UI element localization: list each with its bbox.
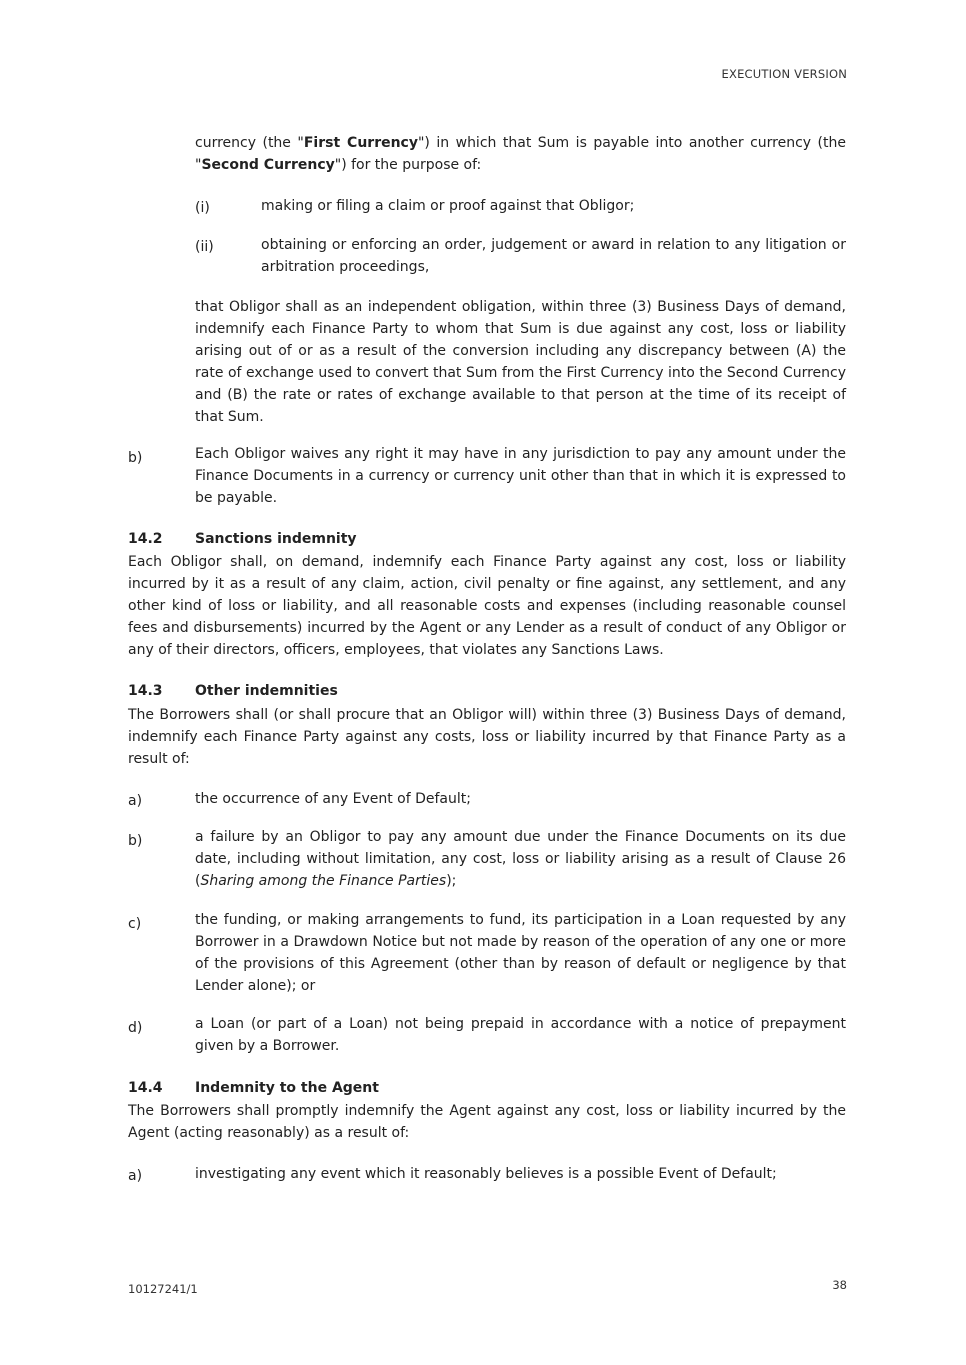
list-item [195, 788, 846, 810]
list-label: a) [128, 793, 143, 809]
sub-item [261, 234, 846, 278]
sub-item-text: obtaining or enforcing an order, judgement or award in relation to any litigation or arbitration proceedings, [261, 237, 846, 275]
list-item [195, 909, 846, 997]
list-item [195, 1163, 846, 1185]
list-item-text: the funding, or making arrangements to fund, its participation in a Loan requested by any Borrower in a Drawdown Notice but not made by reason of the operation of any one or more of the provisions of this Agreement (other than by reason of default or negligence by that Lender alone); or [195, 912, 846, 994]
list-item-text: investigating any event which it reasonably believes is a possible Event of Default; [195, 1166, 777, 1182]
clause-reference: Sharing among the Finance Parties [200, 873, 447, 889]
section-intro [128, 1100, 846, 1144]
list-label: b) [128, 833, 143, 849]
list-item-text: the occurrence of any Event of Default; [195, 791, 471, 807]
sub-item-number: (ii) [195, 239, 214, 255]
section-number: 14.3 [128, 683, 163, 699]
list-item [195, 443, 846, 509]
section-title: Other indemnities [195, 683, 338, 699]
section-intro-text: The Borrowers shall (or shall procure that an Obligor will) within three (3) Business Days of demand, indemnify each Finance Party against any costs, loss or liability incurred by that Finance Party as a result of: [128, 707, 846, 767]
section-intro-text: The Borrowers shall promptly indemnify the Agent against any cost, loss or liability incurred by the Agent (acting reasonably) as a result of: [128, 1103, 846, 1141]
list-label: c) [128, 916, 142, 932]
section-body-text: Each Obligor shall, on demand, indemnify each Finance Party against any cost, loss or liability incurred by it as a result of any claim, action, civil penalty or fine against, any settlement, and any other kind of loss or liability, and all reasonable costs and expenses (including reasonable counsel fees and disbursements) incurred by the Agent or any Lender as a result of conduct of any Obligor or any of their directors, officers, employees, that violates any Sanctions Laws. [128, 554, 846, 658]
section-intro [128, 704, 846, 770]
section-number: 14.4 [128, 1080, 163, 1096]
list-item [195, 826, 846, 892]
section-body [128, 551, 846, 661]
section-title: Indemnity to the Agent [195, 1080, 379, 1096]
sub-item-text: making or filing a claim or proof against that Obligor; [261, 198, 635, 214]
list-item-text: Each Obligor waives any right it may have in any jurisdiction to pay any amount under the Finance Documents in a currency or currency unit other than that in which it is expressed to be payable. [195, 446, 846, 506]
indemnity-paragraph-text: that Obligor shall as an independent obligation, within three (3) Business Days of demand, indemnify each Finance Party to whom that Sum is due against any cost, loss or liability arising out of or as a result of the conversion including any discrepancy between (A) the rate of exchange used to convert that Sum from the First Currency into the Second Currency and (B) the rate or rates of exchange available to that person at the time of its receipt of that Sum. [195, 299, 846, 425]
sub-item [261, 195, 846, 217]
document-reference: 10127241/1 [128, 1282, 198, 1296]
execution-version-header: EXECUTION VERSION [721, 67, 847, 81]
first-currency-term: First Currency [303, 135, 418, 151]
second-currency-term: Second Currency [201, 157, 335, 173]
list-label: a) [128, 1168, 143, 1184]
list-item [195, 1013, 846, 1057]
list-item-text: a Loan (or part of a Loan) not being prepaid in accordance with a notice of prepayment given by a Borrower. [195, 1016, 846, 1054]
list-item-text: a failure by an Obligor to pay any amount due under the Finance Documents on its due date, including without limitation, any cost, loss or liability arising as a result of Clause 26 (Sharing among the Finance Parties); [195, 829, 846, 889]
currency-clause-text: currency (the "First Currency") in which that Sum is payable into another currency (the "Second Currency") for the purpose of: [195, 135, 846, 173]
currency-clause-intro [195, 132, 846, 176]
list-label: b) [128, 450, 143, 466]
section-number: 14.2 [128, 531, 163, 547]
indemnity-paragraph [195, 296, 846, 428]
sub-item-number: (i) [195, 200, 210, 216]
list-label: d) [128, 1020, 143, 1036]
section-title: Sanctions indemnity [195, 531, 357, 547]
page-number: 38 [832, 1278, 847, 1292]
